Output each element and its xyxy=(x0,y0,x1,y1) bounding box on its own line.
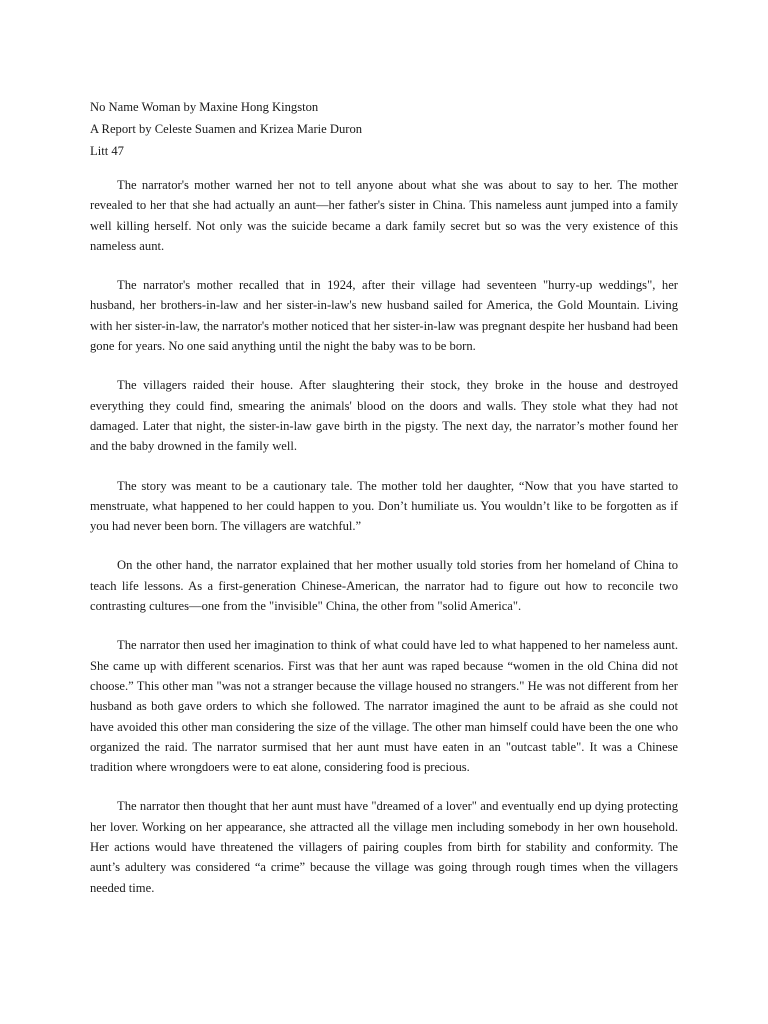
report-authors: A Report by Celeste Suamen and Krizea Marie Duron xyxy=(90,122,363,136)
paragraph-2: The narrator's mother recalled that in 1924, after their village had seventeen "hurry-up weddings", her husband, her brothers-in-law and her sister-in-law's new husband sailed for America, the Gold Mountain. Living with her sister-in-law, the narrator's mother noticed that her sister-in-law was pregnant despite her husband had been gone for years. No one said anything until the night the baby was to be born. xyxy=(90,278,678,354)
paragraph-6: The narrator then used her imagination to think of what could have led to what happened to her nameless aunt. She came up with different scenarios. First was that her aunt was raped because “women in the old China did not choose.” This other man "was not a stranger because the village housed no strangers." He was not different from her husband as both gave orders to which she followed. The narrator imagined the aunt to be afraid as she could not have avoided this other man considering the size of the village. The other man himself could have been the one who organized the raid. The narrator surmised that her aunt must have eaten in an "outcast table". It was a Chinese tradition where wrongdoers were to eat alone, considering food is precious. xyxy=(90,638,678,775)
paragraph-5: On the other hand, the narrator explained that her mother usually told stories from her homeland of China to teach life lessons. As a first-generation Chinese-American, the narrator had to figure out how to reconcile two contrasting cultures—one from the "invisible" China, the other from "solid America". xyxy=(90,558,678,614)
paragraph-3: The villagers raided their house. After slaughtering their stock, they broke in the house and destroyed everything they could find, smearing the animals' blood on the doors and walls. They stole what they had not damaged. Later that night, the sister-in-law gave birth in the pigsty. The next day, the narrator’s mother found her and the baby drowned in the family well. xyxy=(90,378,678,454)
paragraph-7: The narrator then thought that her aunt must have "dreamed of a lover" and eventually end up dying protecting her lover. Working on her appearance, she attracted all the village men including somebody in her own household. Her actions would have threatened the villagers of pairing couples from birth for stability and conformity. The aunt’s adultery was considered “a crime” because the village was going through rough times when the villagers needed time. xyxy=(90,799,678,895)
paragraph-4: The story was meant to be a cautionary tale. The mother told her daughter, “Now that you have started to menstruate, what happened to her could happen to you. Don’t humiliate us. You wouldn’t like to be forgotten as if you had never been born. The villagers are watchful.” xyxy=(90,478,678,534)
document-page xyxy=(90,96,678,917)
course-code: Litt 47 xyxy=(90,144,124,158)
report-body xyxy=(90,175,678,898)
report-header xyxy=(90,96,678,162)
paragraph-1: The narrator's mother warned her not to tell anyone about what she was about to say to her. The mother revealed to her that she had actually an aunt—her father's sister in China. This nameless aunt jumped into a family well killing herself. Not only was the suicide became a dark family secret but so was the very existence of this nameless aunt. xyxy=(90,178,678,253)
report-title: No Name Woman by Maxine Hong Kingston xyxy=(90,100,319,114)
